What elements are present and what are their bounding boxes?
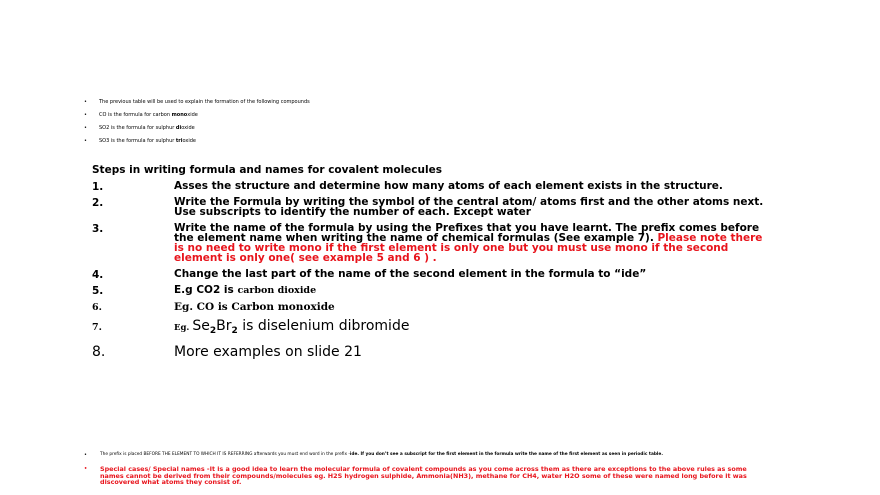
step-text xyxy=(174,318,772,340)
step-item xyxy=(92,269,772,279)
step-text: Change the last part of the name of the second element in the formula to “ide” xyxy=(174,268,647,280)
intro-bullet-text: SO3 is the formula for sulphur xyxy=(99,138,176,144)
step-number: 1. xyxy=(92,181,104,193)
step-number: 8. xyxy=(92,344,106,361)
example-name: carbon dioxide xyxy=(237,285,317,296)
footnote-bullet xyxy=(84,452,764,458)
step-number: 4. xyxy=(92,269,104,281)
intro-bullet-prefix: tri xyxy=(175,138,183,144)
intro-bullet-text: The previous table will be used to explain the formation of the following compounds xyxy=(99,99,310,105)
footnotes xyxy=(84,452,764,486)
step-text: Eg. CO is Carbon monoxide xyxy=(174,301,335,313)
bullet-dot: • xyxy=(84,452,87,458)
bullet-dot: • xyxy=(84,138,87,144)
subscript: 2 xyxy=(231,326,238,337)
step-text: Write the Formula by writing the symbol of the central atom/ atoms first and the other atoms next. Use subscripts to identify the number of each. Except water xyxy=(174,196,764,218)
steps-title: Steps in writing formula and names for covalent molecules xyxy=(92,164,442,176)
step-text: More examples on slide 21 xyxy=(174,344,362,361)
intro-bullet-prefix: mono xyxy=(171,112,188,118)
intro-bullet-prefix: di xyxy=(175,125,182,131)
intro-bullet-text: CO is the formula for carbon xyxy=(99,112,172,118)
intro-bullet xyxy=(84,112,784,125)
step-text xyxy=(174,285,772,296)
step-item xyxy=(92,344,772,361)
bullet-dot: • xyxy=(84,125,87,131)
step-note-red: Please note there is no need to write mono if the first element is only one but you must use mono if the second element is only one( see example 5 and 6 ) . xyxy=(174,232,763,264)
step-number: 3. xyxy=(92,223,104,235)
intro-bullet xyxy=(84,138,784,151)
subscript: 2 xyxy=(209,326,217,337)
step-text xyxy=(174,223,772,263)
special-case-bullet xyxy=(84,466,750,486)
intro-bullet xyxy=(84,125,784,138)
step-text-main: Write the name of the formula by using the Prefixes that you have learnt. The prefix comes before the element name when writing the name of chemical formulas (See example 7). xyxy=(174,222,760,244)
step-item xyxy=(92,302,772,312)
example-name: is diselenium dibromide xyxy=(237,318,410,334)
intro-bullet xyxy=(84,99,784,112)
step-number: 6. xyxy=(92,302,102,313)
step-item xyxy=(92,223,772,263)
step-number: 7. xyxy=(92,322,102,333)
footnote-text-bold: ide. If you don’t see a subscript for the first element in the formula write the name of the first element as seen in periodic table. xyxy=(349,452,663,457)
intro-bullet-text-end: oxide xyxy=(181,125,195,131)
example-formula: E.g CO2 is xyxy=(174,284,238,296)
intro-bullet-list xyxy=(84,99,784,151)
step-item xyxy=(92,181,772,191)
bullet-dot: • xyxy=(84,99,87,105)
intro-bullet-text-end: xide xyxy=(187,112,198,118)
bullet-dot: • xyxy=(84,466,88,472)
step-item xyxy=(92,197,772,217)
formula-br: Br xyxy=(216,318,232,334)
step-item xyxy=(92,285,772,296)
intro-bullet-text-end: oxide xyxy=(182,138,197,144)
step-text: Asses the structure and determine how many atoms of each element exists in the structure. xyxy=(174,180,723,192)
step-number: 2. xyxy=(92,197,104,209)
step-number: 5. xyxy=(92,285,104,297)
footnote-text: The prefix is placed BEFORE THE ELEMENT TO WHICH IT IS REFERRING afterwards you must end word in the prefix - xyxy=(100,452,350,457)
step-item xyxy=(92,318,772,340)
bullet-dot: • xyxy=(84,112,87,118)
special-case-text: Special cases/ Special names -It is a good idea to learn the molecular formula of covalent compounds as you come across them as there are exceptions to the above rules as some names cannot be derived from their compounds/molecules eg. H2S hydrogen sulphide, Ammonia(NH3), methane for CH4, water H2O some of these were named long before it was discovered what atoms they consist of. xyxy=(100,465,747,486)
steps-section xyxy=(92,164,772,367)
example-label: Eg. xyxy=(174,323,193,333)
formula-se: Se xyxy=(192,318,210,334)
intro-bullet-text: SO2 is the formula for sulphur xyxy=(99,125,176,131)
